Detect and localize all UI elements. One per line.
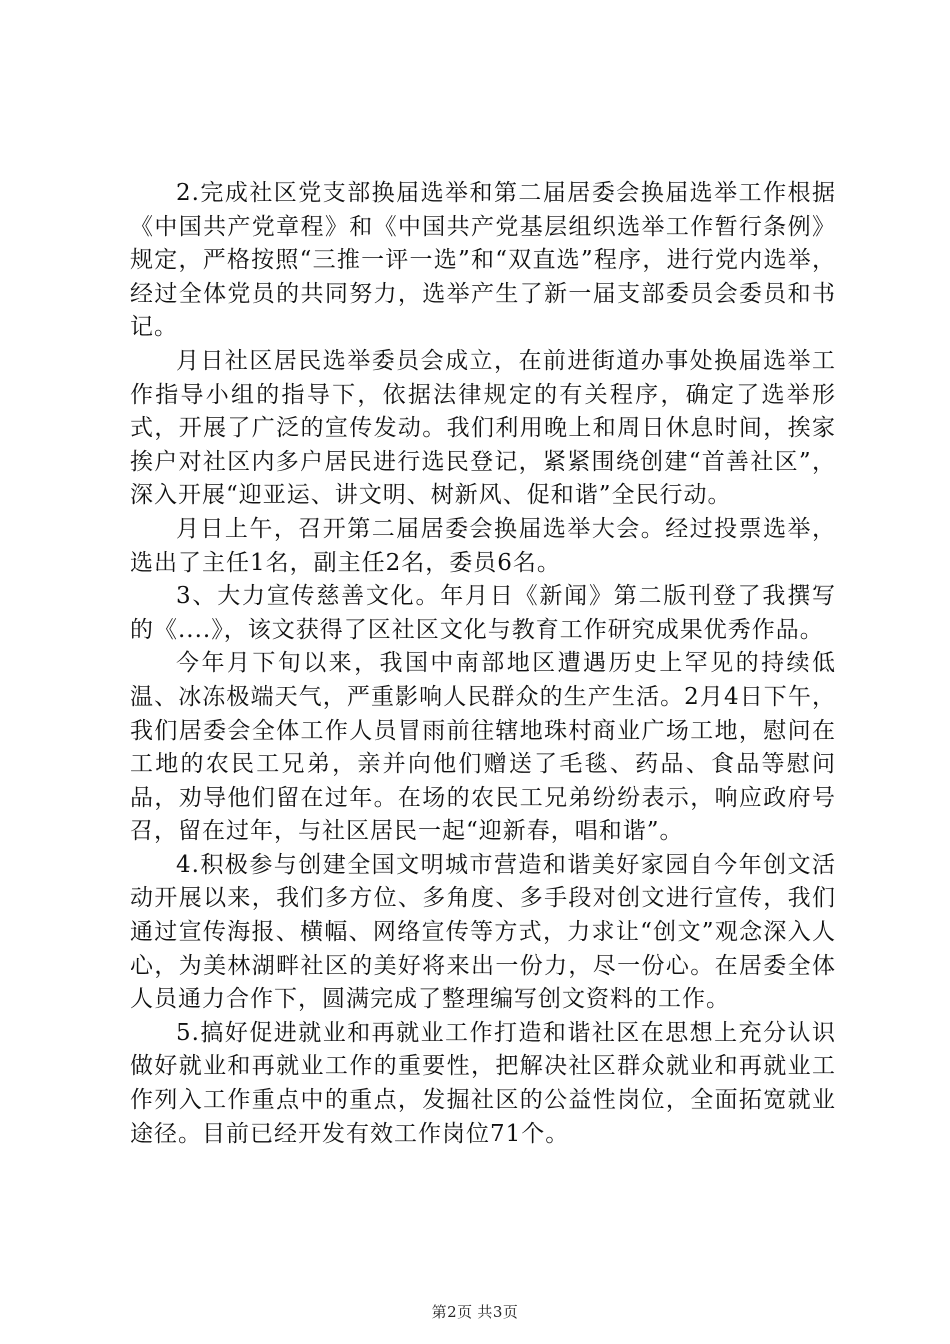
paragraph: 3、大力宣传慈善文化。年月日《新闻》第二版刊登了我撰写的《....》，该文获得了区社区文化与教育工作研究成果优秀作品。 bbox=[130, 583, 836, 643]
document-body bbox=[130, 177, 836, 1151]
paragraph: 5.搞好促进就业和再就业工作打造和谐社区在思想上充分认识做好就业和再就业工作的重要性，把解决社区群众就业和再就业工作列入工作重点中的重点，发掘社区的公益性岗位，全面拓宽就业途径。目前已经开发有效工作岗位71个。 bbox=[130, 1019, 836, 1147]
paragraph: 今年月下旬以来，我国中南部地区遭遇历史上罕见的持续低温、冰冻极端天气，严重影响人民群众的生产生活。2月4日下午，我们居委会全体工作人员冒雨前往辖地珠村商业广场工地，慰问在工地的农民工兄弟，亲并向他们赠送了毛毯、药品、食品等慰问品，劝导他们留在过年。在场的农民工兄弟纷纷表示，响应政府号召，留在过年，与社区居民一起“迎新春，唱和谐”。 bbox=[130, 650, 836, 845]
paragraph: 4.积极参与创建全国文明城市营造和谐美好家园自今年创文活动开展以来，我们多方位、多角度、多手段对创文进行宣传，我们通过宣传海报、横幅、网络宣传等方式，力求让“创文”观念深入人心，为美林湖畔社区的美好将来出一份力，尽一份心。在居委全体人员通力合作下，圆满完成了整理编写创文资料的工作。 bbox=[130, 851, 836, 1013]
paragraph: 月日社区居民选举委员会成立，在前进街道办事处换届选举工作指导小组的指导下，依据法律规定的有关程序，确定了选举形式，开展了广泛的宣传发动。我们利用晚上和周日休息时间，挨家挨户对社区内多户居民进行选民登记，紧紧围绕创建“首善社区”，深入开展“迎亚运、讲文明、树新风、促和谐”全民行动。 bbox=[130, 347, 836, 509]
page-number: 第2页 bbox=[431, 1303, 473, 1321]
page-footer bbox=[0, 1302, 950, 1322]
paragraph: 2.完成社区党支部换届选举和第二届居委会换届选举工作根据《中国共产党章程》和《中国共产党基层组织选举工作暂行条例》规定，严格按照“三推一评一选”和“双直选”程序，进行党内选举，经过全体党员的共同努力，选举产生了新一届支部委员会委员和书记。 bbox=[130, 180, 836, 341]
paragraph: 月日上午，召开第二届居委会换届选举大会。经过投票选举，选出了主任1名，副主任2名，委员6名。 bbox=[130, 515, 836, 576]
page-total: 共3页 bbox=[477, 1303, 519, 1321]
